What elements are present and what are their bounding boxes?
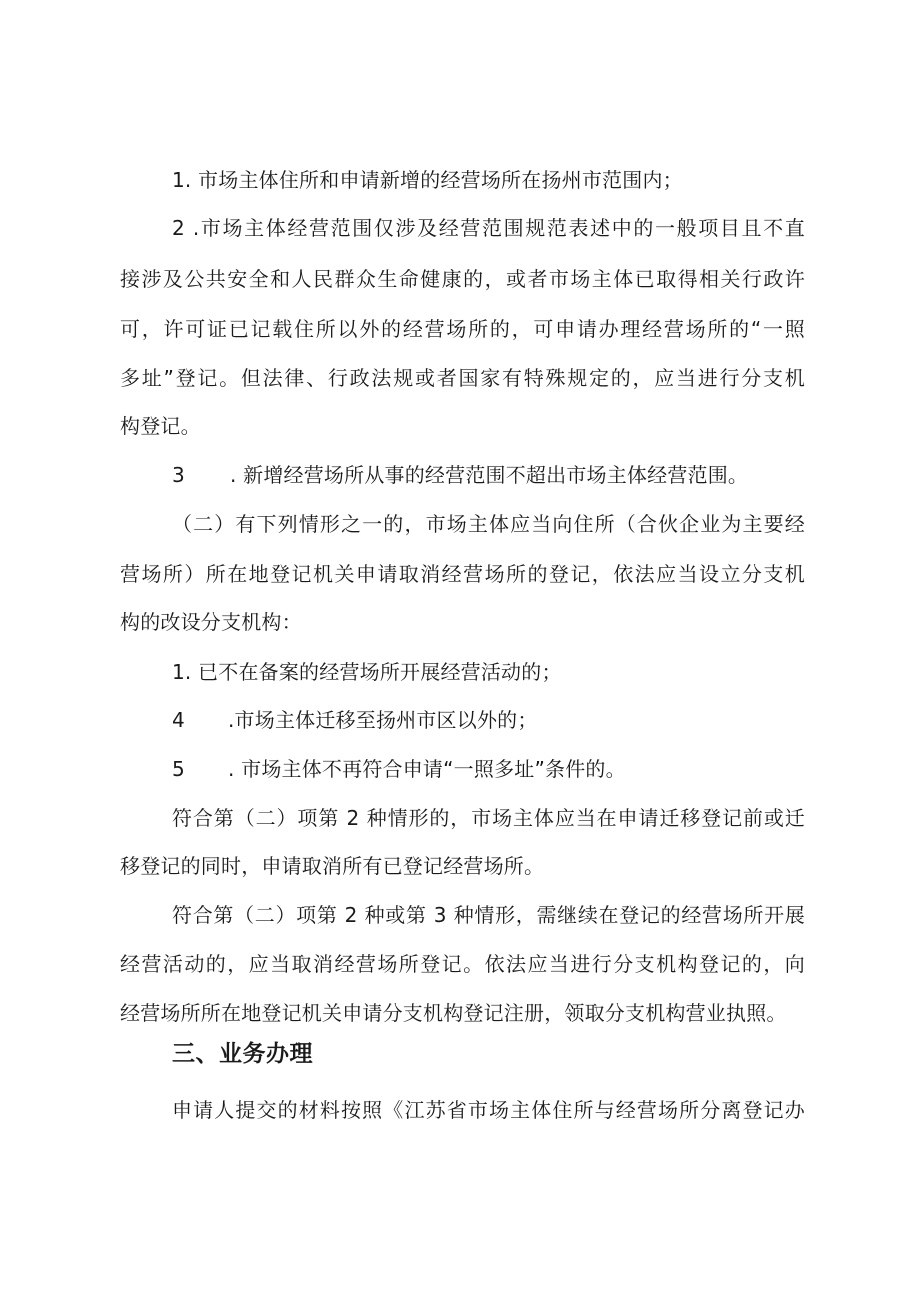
item-2-text: .市场主体经营范围仅涉及经营范围规范表述中的一般项目且不直: [184, 216, 805, 240]
item-4-text: .市场主体迁移至扬州市区以外的；: [228, 708, 538, 732]
item-3-number: 3: [172, 463, 185, 487]
paragraph-line: 多址”登记。但法律、行政法规或者国家有特殊规定的，应当进行分支机: [120, 366, 805, 390]
paragraph-line: 经营场所所在地登记机关申请分支机构登记注册，领取分支机构营业执照。: [120, 1001, 787, 1025]
item-2-first-line: [172, 215, 805, 241]
item-3-text: . 新增经营场所从事的经营范围不超出市场主体经营范围。: [230, 463, 749, 487]
paragraph-line: 符合第（二）项第 2 种或第 3 种情形，需继续在登记的经营场所开展: [172, 903, 805, 927]
paragraph-line: 申请人提交的材料按照《江苏省市场主体住所与经营场所分离登记办: [172, 1098, 805, 1122]
item-2-number: 2: [172, 216, 185, 240]
item-3-line: [172, 462, 748, 488]
item-5-text: . 市场主体不再符合申请“一照多址”条件的。: [228, 757, 626, 781]
paragraph-line: 营场所）所在地登记机关申请取消经营场所的登记，依法应当设立分支机: [120, 562, 805, 586]
paragraph-line: 构的改设分支机构：: [120, 610, 302, 634]
paragraph-line: 可，许可证已记载住所以外的经营场所的，可申请办理经营场所的“一照: [120, 317, 805, 341]
paragraph-line: 符合第（二）项第 2 种情形的，市场主体应当在申请迁移登记前或迁: [172, 806, 805, 830]
item-4-number: 4: [172, 708, 185, 732]
sub-item-1-text: 1. 已不在备案的经营场所开展经营活动的；: [172, 660, 562, 684]
paragraph-line: 接涉及公共安全和人民群众生命健康的，或者市场主体已取得相关行政许: [120, 267, 805, 291]
item-1-text: 1. 市场主体住所和申请新增的经营场所在扬州市范围内；: [172, 168, 683, 192]
section-heading: 三、业务办理: [172, 1041, 313, 1067]
paragraph-line: 经营活动的，应当取消经营场所登记。依法应当进行分支机构登记的，向: [120, 952, 805, 976]
paragraph-line: 移登记的同时，申请取消所有已登记经营场所。: [120, 854, 545, 878]
item-4-line: [172, 707, 538, 733]
item-5-number: 5: [172, 757, 185, 781]
section-two-first-line: （二）有下列情形之一的，市场主体应当向住所（合伙企业为主要经: [172, 512, 805, 536]
item-5-line: [172, 756, 626, 782]
paragraph-line: 构登记。: [120, 414, 201, 438]
